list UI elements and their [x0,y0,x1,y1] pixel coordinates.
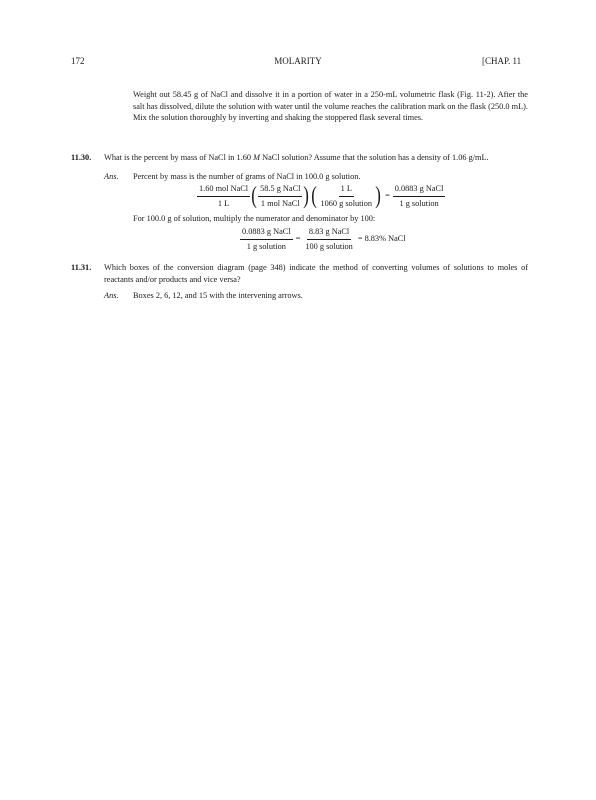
running-title: MOLARITY [274,56,322,66]
fraction: $\frac{1 L}{\text{1060 g solution}}$ [320,184,373,208]
problem-number: 11.31. [71,263,92,272]
problem-question: What is the percent by mass of NaCl in 1.60 M NaCl solution? Assume that the solution has a density of 1.06 g/mL. [104,153,489,162]
fraction: $\frac{\text{1.60 mol NaCl}}{1 L}$ [199,184,249,208]
answer-text: Percent by mass is the number of grams of NaCl in 100.0 g solution. [133,172,361,181]
answer-text: Boxes 2, 6, 12, and 15 with the intervening arrows. [133,291,303,300]
fraction: $\frac{\text{58.5 g NaCl}}{\text{1 mol NaCl}}$ [260,184,301,208]
fraction: $\frac{\text{0.0883 g NaCl}}{\text{1 g solution}}$ [394,184,444,208]
conversion-equation [197,183,445,209]
equals-sign: = [295,234,301,244]
right-paren: ) [303,183,310,210]
intro-paragraph: Weight out 58.45 g of NaCl and dissolve it in a portion of water in a 250-mL volumetric flask (Fig. 11-2). After the salt has dissolved, dilute the solution with water until the volume reaches the calibration mark on the flask (250.0 mL). Mix the solution thoroughly by inverting and shaking the stoppered flask several times. [133,90,528,123]
answer-label: Ans. [104,172,119,181]
problem-question: Which boxes of the conversion diagram (page 348) indicate the method of converting volumes of solutions to moles of reactants and/or products and vice versa? [104,263,528,284]
chapter-reference: [CHAP. 11 [482,56,522,66]
right-paren: ) [375,183,381,210]
equals-sign: = [385,191,390,201]
percent-equation [240,226,409,252]
problem-number: 11.30. [71,153,92,162]
left-paren: ( [311,183,318,210]
fraction: $\frac{\text{8.83 g NaCl}}{\text{100 g solution}}$ [305,227,353,251]
followup-text: For 100.0 g of solution, multiply the numerator and denominator by 100: [133,214,376,223]
fraction: $\frac{\text{0.0883 g NaCl}}{\text{1 g solution}}$ [242,227,291,251]
answer-label: Ans. [104,291,119,300]
left-paren: ( [251,183,257,210]
result: = 8.83% NaCl [357,234,406,244]
page-number: 172 [71,56,85,66]
